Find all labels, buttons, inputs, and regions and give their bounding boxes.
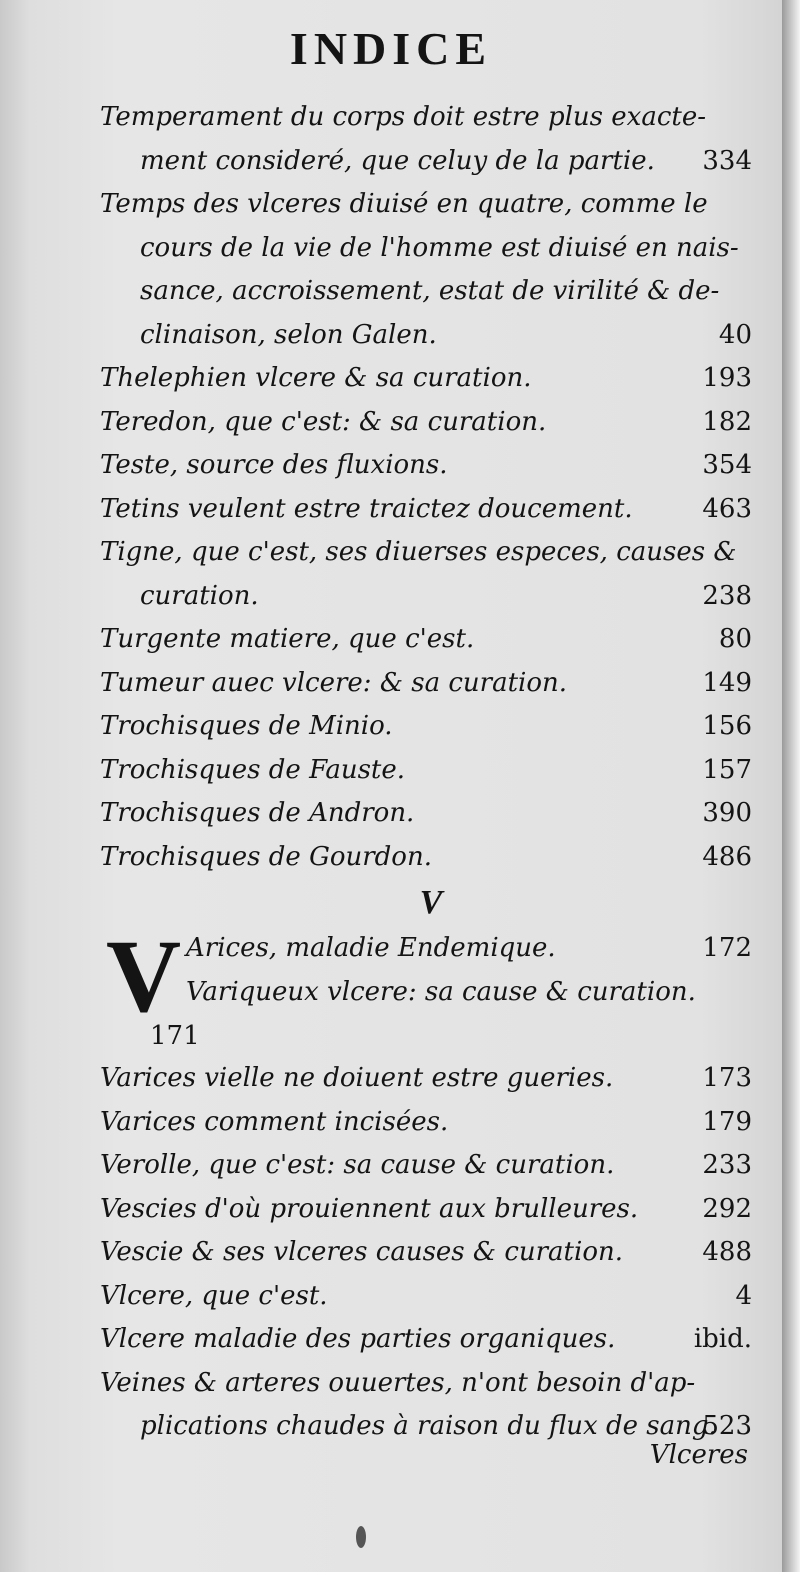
page-number: 173 [702,1063,752,1093]
entry-text: curation. [140,580,259,611]
page-number: 463 [702,493,752,524]
index-entry [0,357,782,401]
page-number: 172 [702,933,752,963]
catchword: Vlceres [649,1440,748,1470]
index-entry [0,1057,782,1101]
index-entry [0,836,782,880]
page-edge [782,0,800,1572]
entry-text: Turgente matiere, que c'est. [100,624,475,654]
section-letter: V [419,884,443,921]
entry-text: clinaison, selon Galen. [140,319,437,350]
page-number: 233 [702,1150,752,1180]
dropcap-entry-block [0,919,782,1057]
entry-text: Varices comment incisées. [100,1106,449,1137]
index-group-v [0,1057,782,1449]
entry-text: sance, accroissement, estat de virilité & de- [140,276,720,306]
index-entry [0,618,782,662]
index-entry [0,531,782,618]
entry-text: Vlcere, que c'est. [100,1280,328,1311]
index-entry [0,401,782,445]
ink-smudge [356,1526,366,1548]
page-number: 179 [702,1106,752,1137]
entry-text: ment consideré, que celuy de la partie. [140,145,655,176]
page-number: ibid. [693,1324,752,1354]
index-entry [0,792,782,836]
index-entry [0,749,782,793]
page-number: 486 [702,841,752,872]
entry-text: Tetins veulent estre traictez doucement. [100,493,633,524]
entry-text: Thelephien vlcere & sa curation. [100,363,532,393]
page-number: 238 [702,580,752,611]
page-number: 292 [702,1193,752,1224]
entry-text: plications chaudes à raison du flux de sang. [140,1411,717,1441]
page-number: 334 [702,145,752,176]
entry-text: Veines & arteres ouuertes, n'ont besoin d'ap- [100,1367,696,1398]
entry-text: Temperament du corps doit estre plus exacte- [100,102,706,132]
index-entry [0,662,782,706]
entry-text: Trochisques de Minio. [100,711,393,741]
entry-text: Vescies d'où prouiennent aux brulleures. [100,1193,639,1224]
page-number: 4 [735,1280,752,1311]
index-entry [0,183,782,357]
entry-text: Varices vielle ne doiuent estre gueries. [100,1063,614,1093]
page-number: 149 [702,667,752,698]
entry-text: cours de la vie de l'homme est diuisé en nais- [140,232,739,263]
index-entries [0,96,782,1449]
page-number: 354 [702,450,752,480]
entry-text: Trochisques de Andron. [100,798,415,828]
entry-text: Teredon, que c'est: & sa curation. [100,406,547,437]
index-entry [0,488,782,532]
entry-text: Teste, source des fluxions. [100,450,448,480]
entry-text: Tumeur auec vlcere: & sa curation. [100,667,567,698]
index-group-t [0,96,782,879]
index-entry [186,971,752,1015]
index-entry [0,1101,782,1145]
entry-text: Trochisques de Gourdon. [100,841,432,872]
page-number: 156 [702,711,752,741]
page-number: 157 [702,754,752,785]
index-entry [0,1188,782,1232]
index-entry [0,1144,782,1188]
entry-text: Vlcere maladie des parties organiques. [100,1324,616,1354]
page-number: 80 [718,624,752,654]
index-entry [0,1318,782,1362]
entry-text: Variqueux vlcere: sa cause & curation. [186,977,696,1007]
entry-text: Temps des vlceres diuisé en quatre, comme le [100,189,708,219]
index-entry [186,927,752,971]
page-number: 523 [702,1411,752,1441]
entry-text: Tigne, que c'est, ses diuerses especes, causes & [100,537,737,567]
entry-text: Trochisques de Fauste. [100,754,406,785]
page-number: 193 [702,363,752,393]
page-number: 390 [702,798,752,828]
page-number: 40 [718,319,752,350]
page-number: 182 [702,406,752,437]
page-header: INDICE [289,23,493,74]
index-entry [0,96,782,183]
index-entry [0,1362,782,1449]
entry-text: Verolle, que c'est: sa cause & curation. [100,1150,615,1180]
index-entry [0,705,782,749]
index-entry [0,444,782,488]
entry-text: Arices, maladie Endemique. [186,933,556,963]
dropcap-initial: V [106,919,182,1034]
index-entry [0,1275,782,1319]
page-number: 171 [150,1021,200,1051]
page-number: 488 [702,1237,752,1267]
entry-text: Vescie & ses vlceres causes & curation. [100,1237,623,1267]
index-entry [0,1231,782,1275]
